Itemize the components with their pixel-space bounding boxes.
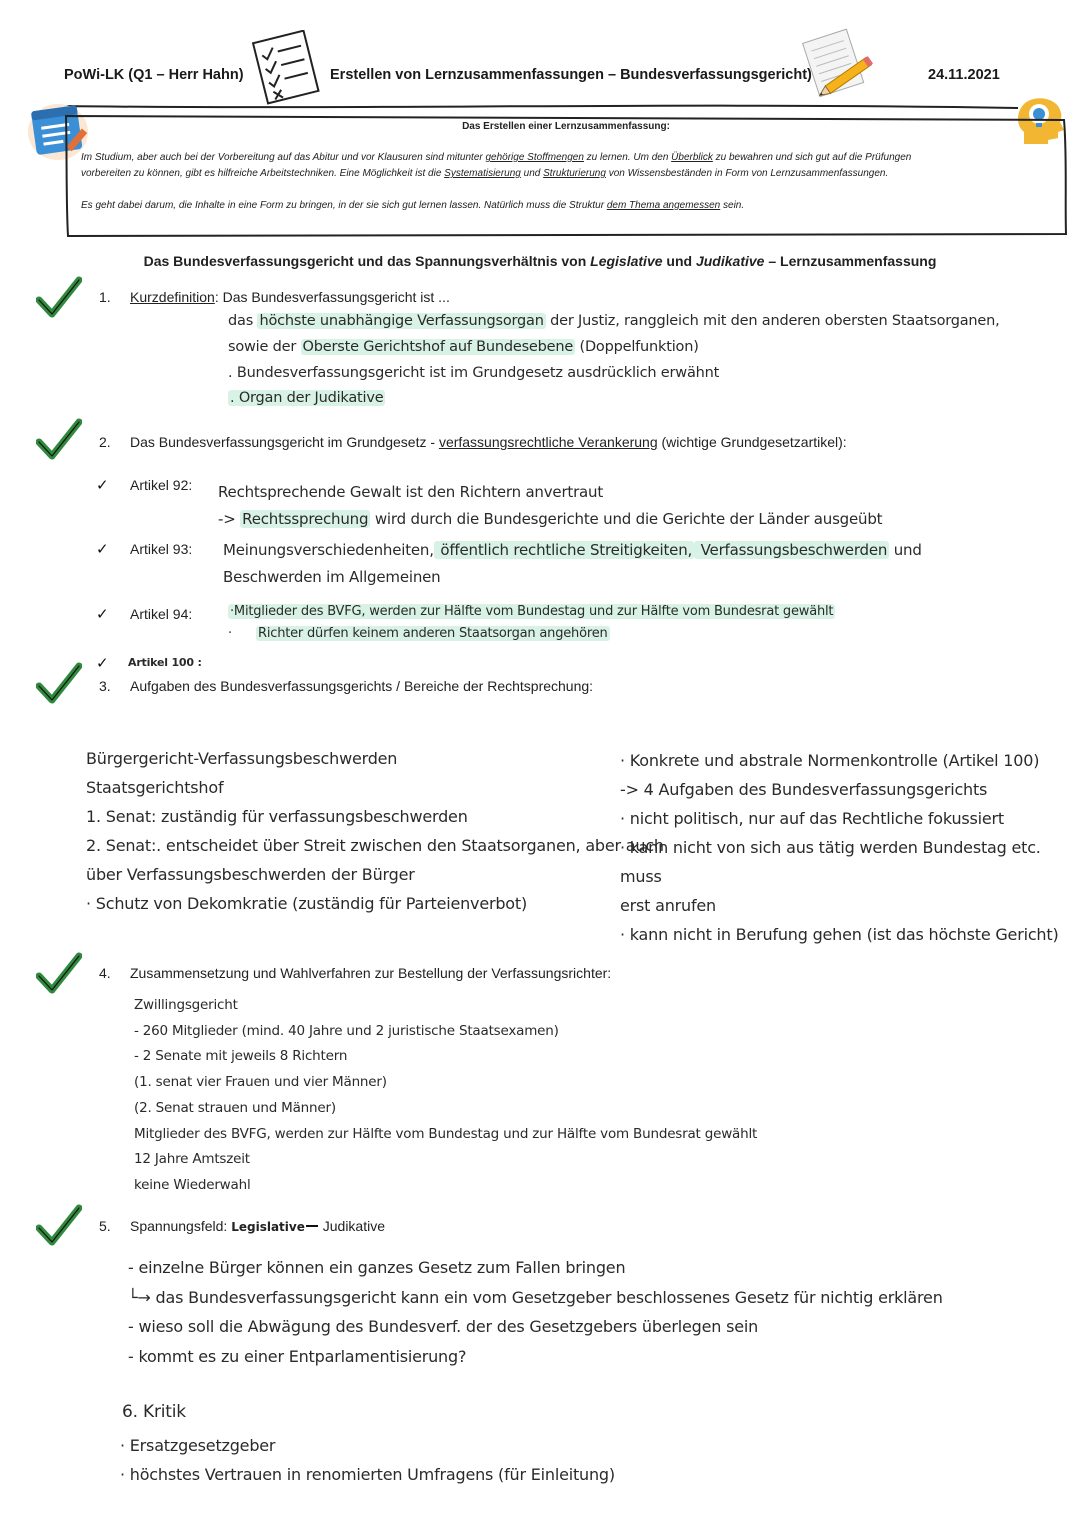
header-title: Erstellen von Lernzusammenfassungen – Bundesverfassungsgericht) xyxy=(330,67,812,83)
s3-right-line: · nicht politisch, nur auf das Rechtliche fokussiert xyxy=(620,809,1005,828)
section-6-heading: 6. Kritik xyxy=(122,1402,186,1422)
s3-left-line: · Schutz von Dekomkratie (zuständig für Parteienverbot) xyxy=(86,894,528,913)
s4-line: Mitglieder des BVFG, werden zur Hälfte vom Bundestag und zur Hälfte vom Bundesrat gewählt xyxy=(134,1125,758,1142)
section-1-number: 1. xyxy=(99,289,111,305)
section-4-number: 4. xyxy=(99,965,111,981)
article-93-line-2: Beschwerden im Allgemeinen xyxy=(223,568,441,586)
s3-left-line: 2. Senat:. entscheidet über Streit zwischen den Staatsorganen, aber auch xyxy=(86,836,664,855)
s3-left-line: Bürgergericht-Verfassungsbeschwerden xyxy=(86,749,398,768)
s6-line: · höchstes Vertrauen in renomierten Umfragens (für Einleitung) xyxy=(120,1465,615,1484)
article-94-line-2: · Richter dürfen keinem anderen Staatsorgan angehören xyxy=(228,626,608,641)
s3-left-line: über Verfassungsbeschwerden der Bürger xyxy=(86,865,415,884)
notes-pencil-icon xyxy=(800,26,880,98)
s1-line-4: . Organ der Judikative xyxy=(230,390,384,406)
intro-para-line3: Es geht dabei darum, die Inhalte in eine Form zu bringen, in der sie sich gut lernen lassen. Natürlich muss die Struktur dem Thema angemessen sein. xyxy=(81,200,745,211)
header-course: PoWi-LK (Q1 – Herr Hahn) xyxy=(64,67,244,83)
section-2-heading: Das Bundesverfassungsgericht im Grundgesetz - verfassungsrechtliche Verankerung (wichtige Grundgesetzartikel): xyxy=(130,434,847,450)
intro-para-line1: Im Studium, aber auch bei der Vorbereitung auf das Abitur und vor Klausuren sind mitunter gehörige Stoffmengen zu lernen. Um den Überblick zu bewahren und sich gut auf die Prüfungen xyxy=(81,152,912,163)
section-2-number: 2. xyxy=(99,434,111,450)
done-check-icon xyxy=(36,952,82,996)
done-check-icon xyxy=(36,662,82,706)
s4-line: - 260 Mitglieder (mind. 40 Jahre und 2 juristische Staatsexamen) xyxy=(134,1022,559,1039)
intro-para-line2: vorbereiten zu können, gibt es hilfreiche Arbeitstechniken. Eine Möglichkeit ist die Systematisierung und Strukturierung von Wissensbeständen in Form von Lernzusammenfassungen. xyxy=(81,168,889,179)
article-94-label: Artikel 94: xyxy=(130,606,193,622)
tick-icon: ✓ xyxy=(96,541,109,558)
article-92-line-1: Rechtsprechende Gewalt ist den Richtern anvertraut xyxy=(218,483,604,501)
tick-icon: ✓ xyxy=(96,477,109,494)
header-date: 24.11.2021 xyxy=(928,67,1000,83)
article-92-label: Artikel 92: xyxy=(130,477,193,493)
s4-line: - 2 Senate mit jeweils 8 Richtern xyxy=(134,1048,348,1065)
article-94-line-1: ·Mitglieder des BVFG, werden zur Hälfte vom Bundestag und zur Hälfte vom Bundesrat gewählt xyxy=(230,604,834,619)
s3-right-line: erst anrufen xyxy=(620,896,716,915)
s4-line: (1. senat vier Frauen und vier Männer) xyxy=(134,1074,387,1091)
s5-lines xyxy=(128,1253,943,1371)
s1-line-1: das höchste unabhängige Verfassungsorgan der Justiz, ranggleich mit den anderen obersten Staatsorganen, xyxy=(228,313,1000,329)
s6-lines xyxy=(120,1431,615,1489)
s3-left-line: 1. Senat: zuständig für verfassungsbeschwerden xyxy=(86,807,468,826)
tick-icon: ✓ xyxy=(96,606,109,623)
checklist-icon xyxy=(246,30,328,106)
s4-line: (2. Senat strauen und Männer) xyxy=(134,1099,336,1116)
article-92-line-2: -> Rechtssprechung wird durch die Bundesgerichte und die Gerichte der Länder ausgeübt xyxy=(218,510,883,528)
article-93-label: Artikel 93: xyxy=(130,541,193,557)
s3-left-line: Staatsgerichtshof xyxy=(86,778,224,797)
s3-left-column xyxy=(86,744,664,918)
s3-right-line: · Konkrete und abstrale Normenkontrolle (Artikel 100) xyxy=(620,751,1040,770)
s3-right-line: · kann nicht von sich aus tätig werden Bundestag etc. muss xyxy=(620,838,1041,886)
s4-line: 12 Jahre Amtszeit xyxy=(134,1151,250,1168)
done-check-icon xyxy=(36,276,82,320)
section-3-heading: Aufgaben des Bundesverfassungsgerichts / Bereiche der Rechtsprechung: xyxy=(130,678,594,694)
section-5-heading: Spannungsfeld: Legislative Judikative xyxy=(130,1218,386,1234)
article-93-line-1: Meinungsverschiedenheiten, öffentlich rechtliche Streitigkeiten, Verfassungsbeschwerden und xyxy=(223,541,922,559)
s4-line: keine Wiederwahl xyxy=(134,1176,251,1193)
tick-icon: ✓ xyxy=(96,655,109,672)
done-check-icon xyxy=(36,1204,82,1248)
section-1-heading: Kurzdefinition: Das Bundesverfassungsgericht ist ... xyxy=(130,289,450,305)
s5-line: - wieso soll die Abwägung des Bundesverf. der des Gesetzgebers überlegen sein xyxy=(128,1317,759,1336)
article-100-label: Artikel 100 : xyxy=(128,656,202,669)
done-check-icon xyxy=(36,418,82,462)
s5-line: └→ das Bundesverfassungsgericht kann ein vom Gesetzgeber beschlossenes Gesetz für nichtig erklären xyxy=(128,1287,943,1307)
s3-right-column xyxy=(620,746,1080,949)
s4-line: Zwillingsgericht xyxy=(134,997,238,1013)
section-3-number: 3. xyxy=(99,678,111,694)
s5-line: - kommt es zu einer Entparlamentisierung? xyxy=(128,1346,467,1366)
section-4-heading: Zusammensetzung und Wahlverfahren zur Bestellung der Verfassungsrichter: xyxy=(130,965,612,981)
intro-title: Das Erstellen einer Lernzusammenfassung: xyxy=(462,121,670,132)
s1-line-3: . Bundesverfassungsgericht ist im Grundgesetz ausdrücklich erwähnt xyxy=(228,365,720,381)
s4-lines xyxy=(134,993,757,1199)
s5-line: - einzelne Bürger können ein ganzes Gesetz zum Fallen bringen xyxy=(128,1258,626,1277)
main-title: Das Bundesverfassungsgericht und das Spannungsverhältnis von Legislative und Judikative – Lernzusammenfassung xyxy=(143,253,937,269)
s3-right-line: -> 4 Aufgaben des Bundesverfassungsgerichts xyxy=(620,780,988,799)
s3-right-line: · kann nicht in Berufung gehen (ist das höchste Gericht) xyxy=(620,925,1059,944)
section-5-number: 5. xyxy=(99,1218,111,1234)
s6-line: · Ersatzgesetzgeber xyxy=(120,1436,276,1455)
s1-line-2: sowie der Oberste Gerichtshof auf Bundesebene (Doppelfunktion) xyxy=(228,339,699,355)
